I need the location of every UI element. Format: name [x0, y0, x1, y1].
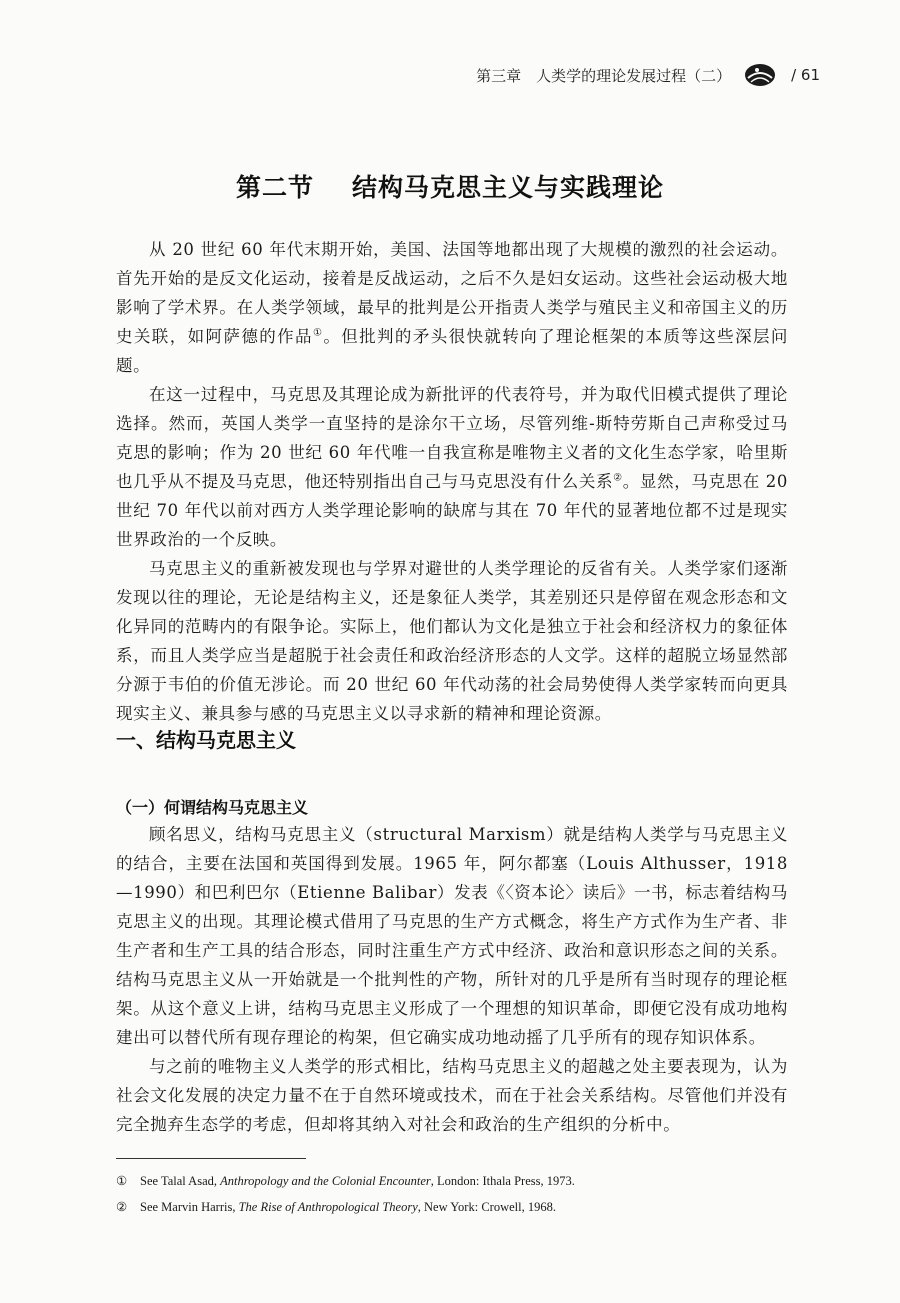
section-heading: 结构马克思主义与实践理论 — [352, 173, 665, 202]
paragraph: 从 20 世纪 60 年代末期开始，美国、法国等地都出现了大规模的激烈的社会运动。首先开始的是反文化运动，接着是反战运动，之后不久是妇女运动。这些社会运动极大地影响了学术界。在人类学领域，最早的批判是公开指责人类学与殖民主义和帝国主义的历史关联，如阿萨德的作品①。但批判的矛头很快就转向了理论框架的本质等这些深层问题。 — [116, 240, 788, 375]
subsection-text — [116, 820, 788, 1139]
footnote-divider — [116, 1158, 306, 1159]
book-title: Anthropology and the Colonial Encounter — [220, 1174, 431, 1188]
footnote-mark: ① — [116, 1174, 128, 1188]
paragraph: 顾名思义，结构马克思主义（structural Marxism）就是结构人类学与马克思主义的结合，主要在法国和英国得到发展。1965 年，阿尔都塞（Louis Althusser，1918—1990）和巴利巴尔（Etienne Balibar）发表《〈资本论〉读后》一书，标志着结构马克思主义的出现。其理论模式借用了马克思的生产方式概念，将生产方式作为生产者、非生产者和生产工具的结合形态，同时注重生产方式中经济、政治和意识形态之间的关系。结构马克思主义从一开始就是一个批判性的产物，所针对的几乎是所有当时现存的理论框架。从这个意义上讲，结构马克思主义形成了一个理想的知识革命，即便它没有成功地构建出可以替代所有现存理论的构架，但它确实成功地动摇了几乎所有的现存知识体系。 — [116, 825, 788, 1047]
paragraph: 与之前的唯物主义人类学的形式相比，结构马克思主义的超越之处主要表现为，认为社会文化发展的决定力量不在于自然环境或技术，而在于社会关系结构。尽管他们并没有完全抛弃生态学的考虑，但却将其纳入对社会和政治的生产组织的分析中。 — [116, 1057, 788, 1134]
running-header — [476, 62, 820, 88]
intro-text — [116, 235, 788, 728]
footnote-mark: ② — [116, 1200, 128, 1214]
subsubsection-heading: （一）何谓结构马克思主义 — [116, 798, 309, 817]
publisher-logo-icon — [743, 62, 777, 88]
section-title — [0, 168, 900, 204]
book-title: The Rise of Anthropological Theory — [238, 1200, 418, 1214]
subsection-heading: 一、结构马克思主义 — [116, 728, 296, 752]
footnote: ② See Marvin Harris, The Rise of Anthropological Theory, New York: Crowell, 1968. — [116, 1194, 796, 1220]
footnote: ① See Talal Asad, Anthropology and the Colonial Encounter, London: Ithala Press, 1973. — [116, 1168, 796, 1194]
section-number: 第二节 — [235, 173, 314, 202]
chapter-title: 第三章 人类学的理论发展过程（二） — [476, 66, 732, 85]
footnote-ref[interactable]: ② — [613, 472, 623, 484]
footnote-ref[interactable]: ① — [312, 327, 324, 339]
footnotes — [116, 1168, 796, 1220]
paragraph: 马克思主义的重新被发现也与学界对避世的人类学理论的反省有关。人类学家们逐渐发现以往的理论，无论是结构主义，还是象征人类学，其差别还只是停留在观念形态和文化异同的范畴内的有限争论。实际上，他们都认为文化是独立于社会和经济权力的象征体系，而且人类学应当是超脱于社会责任和政治经济形态的人文学。这样的超脱立场显然部分源于韦伯的价值无涉论。而 20 世纪 60 年代动荡的社会局势使得人类学家转而向更具现实主义、兼具参与感的马克思主义以寻求新的精神和理论资源。 — [116, 559, 788, 723]
paragraph: 在这一过程中，马克思及其理论成为新批评的代表符号，并为取代旧模式提供了理论选择。然而，英国人类学一直坚持的是涂尔干立场，尽管列维-斯特劳斯自己声称受过马克思的影响；作为 20 世纪 60 年代唯一自我宣称是唯物主义者的文化生态学家，哈里斯也几乎从不提及马克思，他还特别指出自己与马克思没有什么关系②。显然，马克思在 20 世纪 70 年代以前对西方人类学理论影响的缺席与其在 70 年代的显著地位都不过是现实世界政治的一个反映。 — [116, 385, 788, 549]
page-number: / 61 — [791, 66, 820, 84]
